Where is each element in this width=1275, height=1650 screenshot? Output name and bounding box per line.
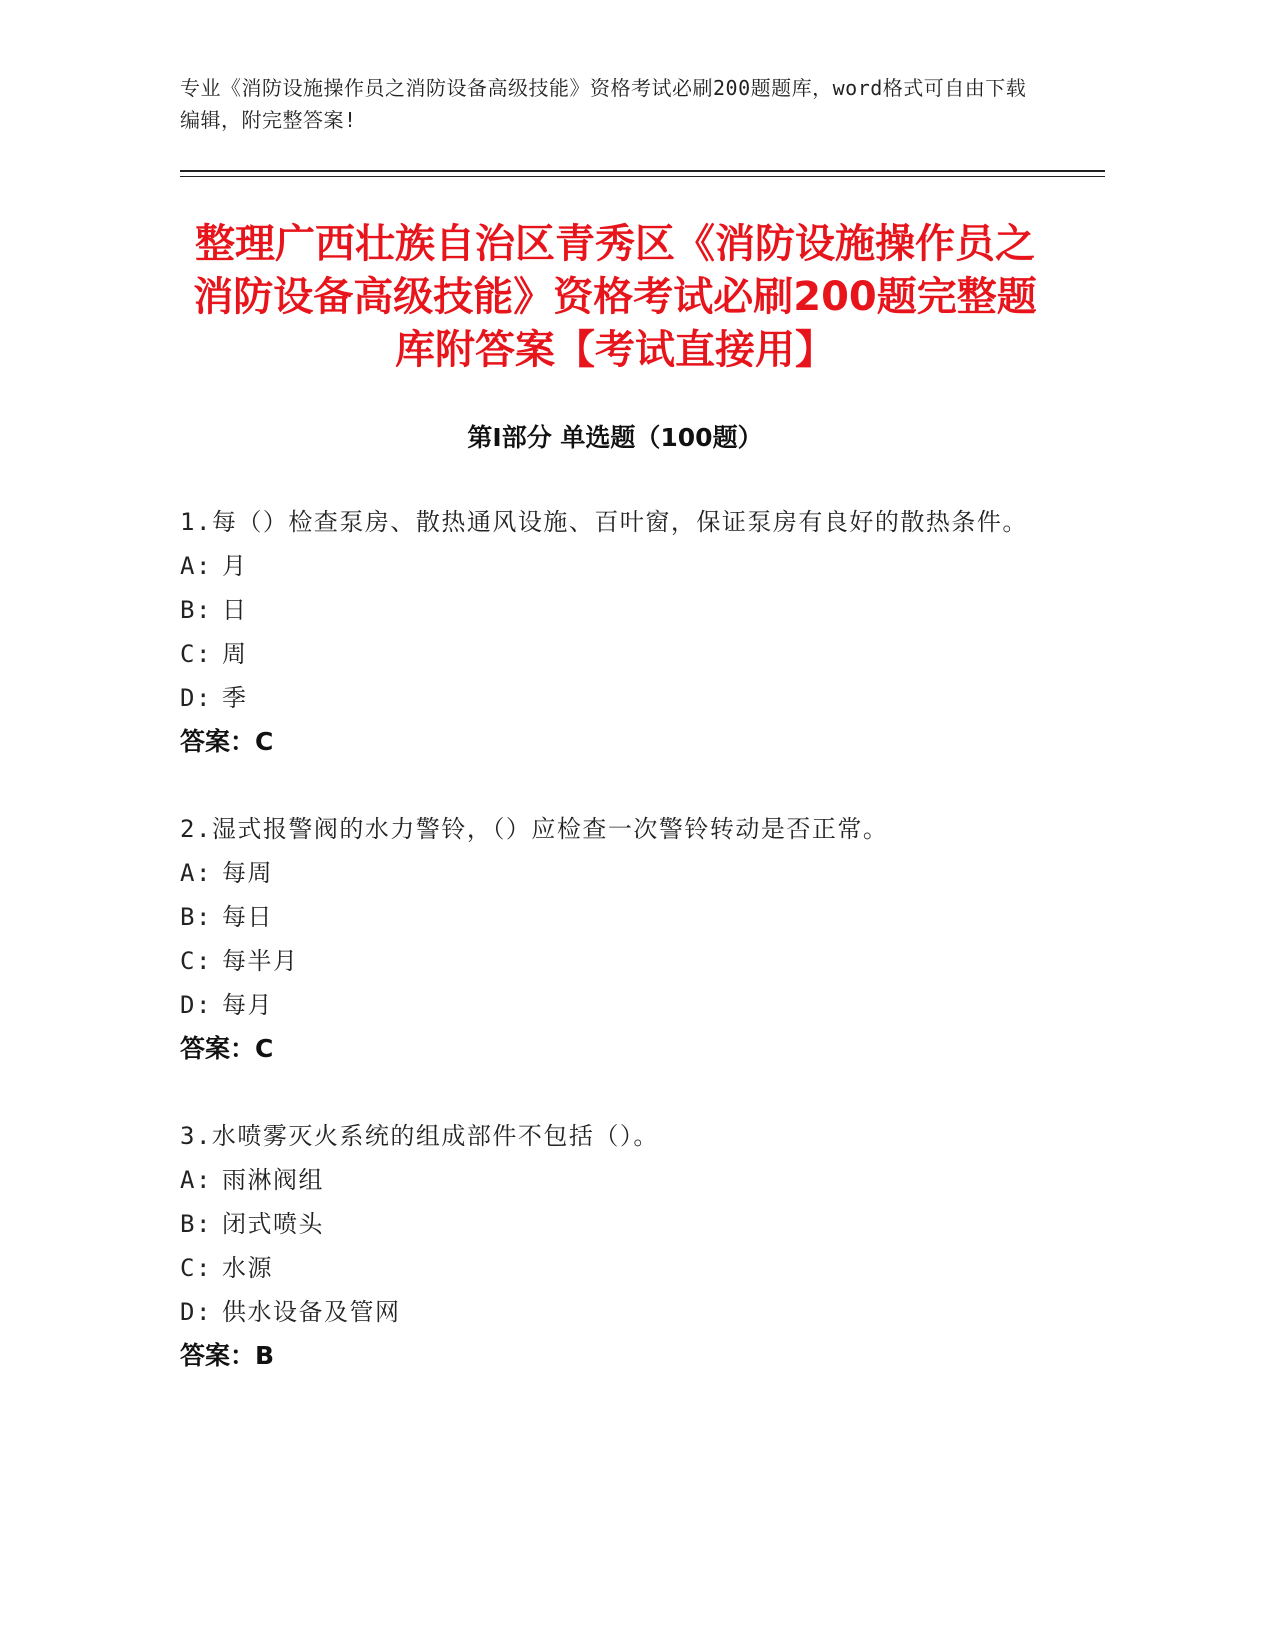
option-key: C: — [180, 1254, 212, 1282]
option-c — [180, 632, 1030, 676]
option-c — [180, 1246, 1030, 1290]
option-key: A: — [180, 1166, 212, 1194]
option-key: D: — [180, 1298, 212, 1326]
question-3 — [180, 1114, 1030, 1378]
question-stem: 1.每（）检查泵房、散热通风设施、百叶窗，保证泵房有良好的散热条件。 — [180, 508, 1028, 536]
header-note: 专业《消防设施操作员之消防设备高级技能》资格考试必刷200题题库，word格式可自由下载编辑，附完整答案! — [180, 76, 1027, 132]
option-d — [180, 676, 1030, 720]
answer-line: 答案：C — [180, 1034, 274, 1063]
option-text: 每半月 — [222, 947, 299, 975]
option-text: 每日 — [222, 903, 273, 931]
option-key: A: — [180, 859, 212, 887]
option-c — [180, 939, 1030, 983]
option-text: 水源 — [222, 1254, 273, 1282]
answer-line: 答案：B — [180, 1341, 275, 1370]
option-text: 每月 — [222, 991, 273, 1019]
option-text: 闭式喷头 — [222, 1210, 324, 1238]
question-list — [180, 500, 1030, 1421]
option-text: 季 — [222, 684, 248, 712]
option-key: D: — [180, 684, 212, 712]
option-a — [180, 1158, 1030, 1202]
question-stem: 3.水喷雾灭火系统的组成部件不包括（）。 — [180, 1122, 659, 1150]
option-b — [180, 588, 1030, 632]
option-d — [180, 1290, 1030, 1334]
option-key: D: — [180, 991, 212, 1019]
option-key: B: — [180, 1210, 212, 1238]
option-key: B: — [180, 596, 212, 624]
option-key: B: — [180, 903, 212, 931]
option-d — [180, 983, 1030, 1027]
option-key: A: — [180, 552, 212, 580]
option-text: 每周 — [222, 859, 273, 887]
question-stem: 2.湿式报警阀的水力警铃，（）应检查一次警铃转动是否正常。 — [180, 815, 889, 843]
question-2 — [180, 807, 1030, 1071]
answer-line: 答案：C — [180, 727, 274, 756]
option-text: 日 — [222, 596, 248, 624]
document-title: 整理广西壮族自治区青秀区《消防设施操作员之消防设备高级技能》资格考试必刷200题完整题库附答案【考试直接用】 — [193, 221, 1037, 373]
section-title: 第Ⅰ部分 单选题（100题） — [467, 423, 763, 452]
option-text: 雨淋阀组 — [222, 1166, 324, 1194]
option-text: 月 — [222, 552, 248, 580]
option-a — [180, 544, 1030, 588]
option-b — [180, 1202, 1030, 1246]
question-1 — [180, 500, 1030, 764]
option-a — [180, 851, 1030, 895]
option-key: C: — [180, 947, 212, 975]
option-b — [180, 895, 1030, 939]
option-text: 周 — [222, 640, 248, 668]
header-divider-thin — [180, 176, 1105, 177]
option-text: 供水设备及管网 — [222, 1298, 401, 1326]
header-divider-thick — [180, 170, 1105, 172]
option-key: C: — [180, 640, 212, 668]
